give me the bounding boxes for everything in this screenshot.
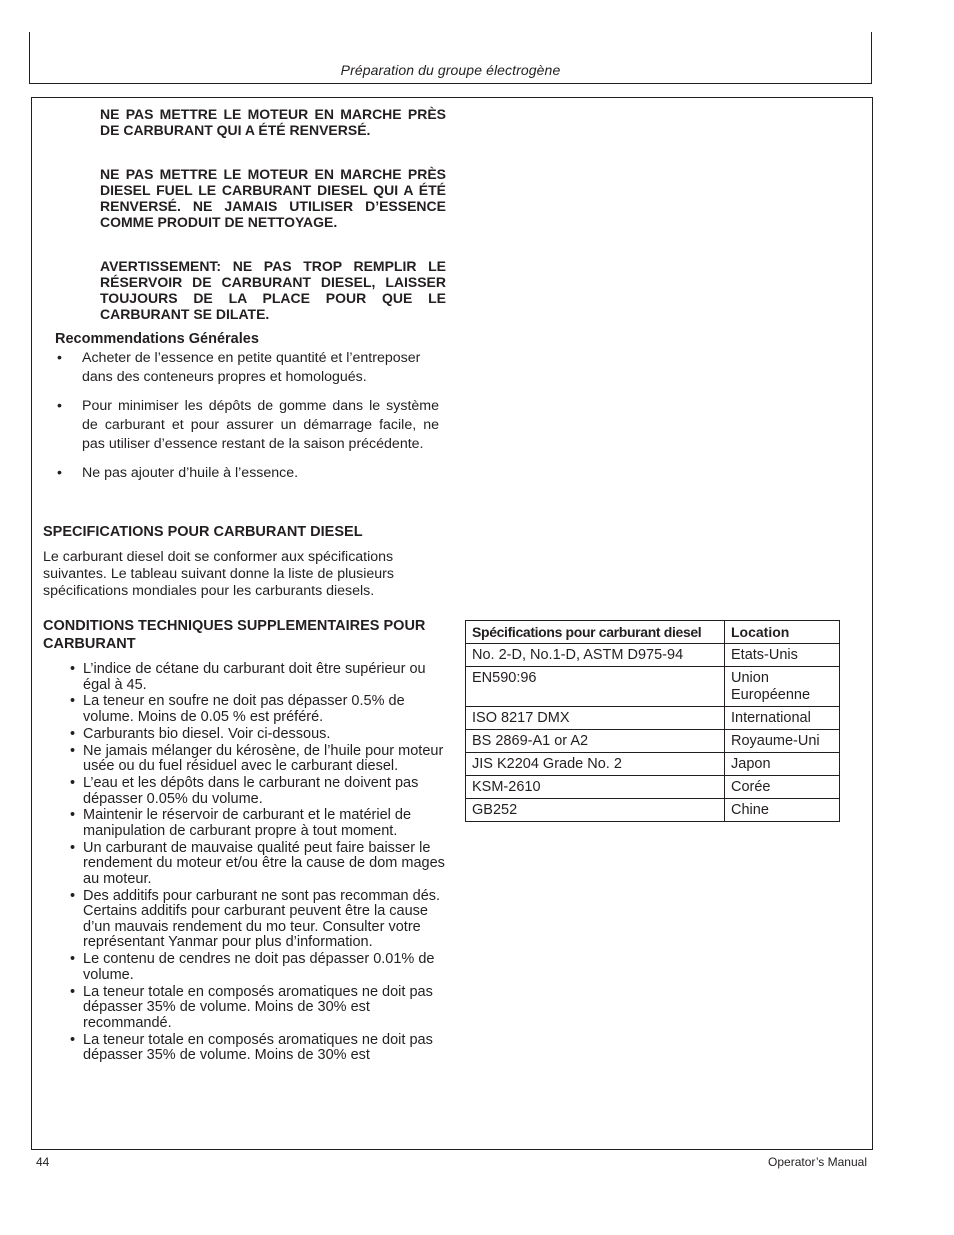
list-item: • Ne jamais mélanger du kérosène, de l’huile pour moteur usée ou du fuel résiduel avec le carburant diesel. — [70, 742, 444, 775]
table-cell: International — [725, 707, 840, 730]
table-cell: EN590:96 — [466, 667, 725, 707]
page-header — [29, 32, 872, 84]
bullet-icon: • — [70, 774, 76, 791]
bullet-icon: • — [70, 983, 76, 1000]
table-cell: Royaume-Uni — [725, 730, 840, 753]
table-header-row — [466, 621, 840, 644]
table-row — [466, 644, 840, 667]
warning-text: NE PAS METTRE LE MOTEUR EN MARCHE PRÈS DE CARBURANT QUI A ÉTÉ RENVERSÉ. — [100, 106, 446, 138]
table-cell: BS 2869-A1 or A2 — [466, 730, 725, 753]
table-row — [466, 667, 840, 707]
recommendations-list — [55, 349, 439, 493]
bullet-icon: • — [57, 398, 62, 414]
table-cell: Japon — [725, 753, 840, 776]
table-cell: Union Européenne — [725, 667, 840, 707]
bullet-icon: • — [70, 951, 76, 968]
table-cell: Chine — [725, 799, 840, 822]
warning-text: NE PAS METTRE LE MOTEUR EN MARCHE PRÈS DIESEL FUEL LE CARBURANT DIESEL QUI A ÉTÉ RENVERSÉ. NE JAMAIS UTILISER D’ESSENCE COMME PRODUIT DE NETTOYAGE. — [100, 166, 446, 230]
list-item: • L’indice de cétane du carburant doit être supérieur ou égal à 45. — [70, 661, 426, 693]
bullet-icon: • — [70, 742, 76, 759]
table-cell: JIS K2204 Grade No. 2 — [466, 753, 725, 776]
table-row — [466, 707, 840, 730]
table-cell: GB252 — [466, 799, 725, 822]
fuel-spec-table — [465, 620, 840, 822]
bullet-icon: • — [70, 807, 76, 824]
table-cell: No. 2-D, No.1-D, ASTM D975-94 — [466, 644, 725, 667]
list-item: • L’eau et les dépôts dans le carburant ne doivent pas dépasser 0.05% du volume. — [70, 774, 419, 807]
warning-text: AVERTISSEMENT: NE PAS TROP REMPLIR LE RÉSERVOIR DE CARBURANT DIESEL, LAISSER TOUJOURS DE LA PLACE POUR QUE LE CARBURANT SE DILATE. — [100, 258, 446, 322]
diesel-spec-text: Le carburant diesel doit se conformer aux spécifications suivantes. Le tableau suivant donne la liste de plusieurs spécifications mondiales pour les carburants diesels. — [43, 549, 394, 599]
bullet-icon: • — [70, 839, 76, 856]
list-item: • La teneur totale en composés aromatiques ne doit pas dépasser 35% de volume. Moins de 30% est recommandé. — [70, 983, 433, 1031]
table-cell: KSM-2610 — [466, 776, 725, 799]
bullet-icon: • — [70, 693, 76, 710]
column-header: Location — [725, 621, 840, 644]
conditions-title: CONDITIONS TECHNIQUES SUPPLEMENTAIRES POUR CARBURANT — [43, 618, 426, 652]
list-item: • Un carburant de mauvaise qualité peut faire baisser le rendement du moteur et/ou être la cause de dom mages au moteur. — [70, 839, 445, 887]
list-item: • Carburants bio diesel. Voir ci-dessous. — [70, 725, 331, 742]
list-item: • Ne pas ajouter d’huile à l’essence. — [57, 465, 299, 481]
table-cell: Corée — [725, 776, 840, 799]
table-row — [466, 753, 840, 776]
list-item: • La teneur totale en composés aromatiques ne doit pas dépasser 35% de volume. Moins de 30% est — [70, 1031, 433, 1064]
table-row — [466, 730, 840, 753]
page-header-title: Préparation du groupe électrogène — [340, 62, 561, 78]
left-column — [32, 98, 492, 1149]
list-item: • Pour minimiser les dépôts de gomme dans le système de carburant et pour assurer un démarrage facile, ne pas utiliser d’essence restant de la saison précédente. — [57, 398, 439, 452]
diesel-spec-title: SPECIFICATIONS POUR CARBURANT DIESEL — [43, 524, 363, 540]
content-frame — [31, 97, 873, 1150]
list-item: • Des additifs pour carburant ne sont pas recomman dés. Certains additifs pour carburant peuvent être la cause d’un mauvais rendement du mo teur. Consulter votre représentant Yanmar pour plus d’information. — [70, 887, 441, 951]
table-cell: Etats-Unis — [725, 644, 840, 667]
list-item: • Maintenir le réservoir de carburant et le matériel de manipulation de carburant propre à tout moment. — [70, 807, 412, 839]
list-item: • La teneur en soufre ne doit pas dépasser 0.5% de volume. Moins de 0.05 % est préféré. — [70, 693, 405, 725]
bullet-icon: • — [70, 887, 76, 904]
table-row — [466, 776, 840, 799]
list-item: • Acheter de l’essence en petite quantité et l’entreposer dans des conteneurs propres et homologués. — [57, 350, 421, 385]
bullet-icon: • — [70, 725, 76, 742]
table-row — [466, 799, 840, 822]
recommendations-title: Recommendations Générales — [55, 331, 259, 347]
conditions-list — [70, 662, 445, 1065]
bullet-icon: • — [70, 1031, 76, 1048]
bullet-icon: • — [57, 465, 62, 481]
footer-manual-title: Operator’s Manual — [768, 1155, 867, 1169]
bullet-icon: • — [57, 350, 62, 366]
bullet-icon: • — [70, 661, 76, 677]
table-cell: ISO 8217 DMX — [466, 707, 725, 730]
list-item: • Le contenu de cendres ne doit pas dépasser 0.01% de volume. — [70, 951, 435, 983]
page-number: 44 — [36, 1155, 50, 1169]
column-header: Spécifications pour carburant diesel — [466, 621, 725, 644]
